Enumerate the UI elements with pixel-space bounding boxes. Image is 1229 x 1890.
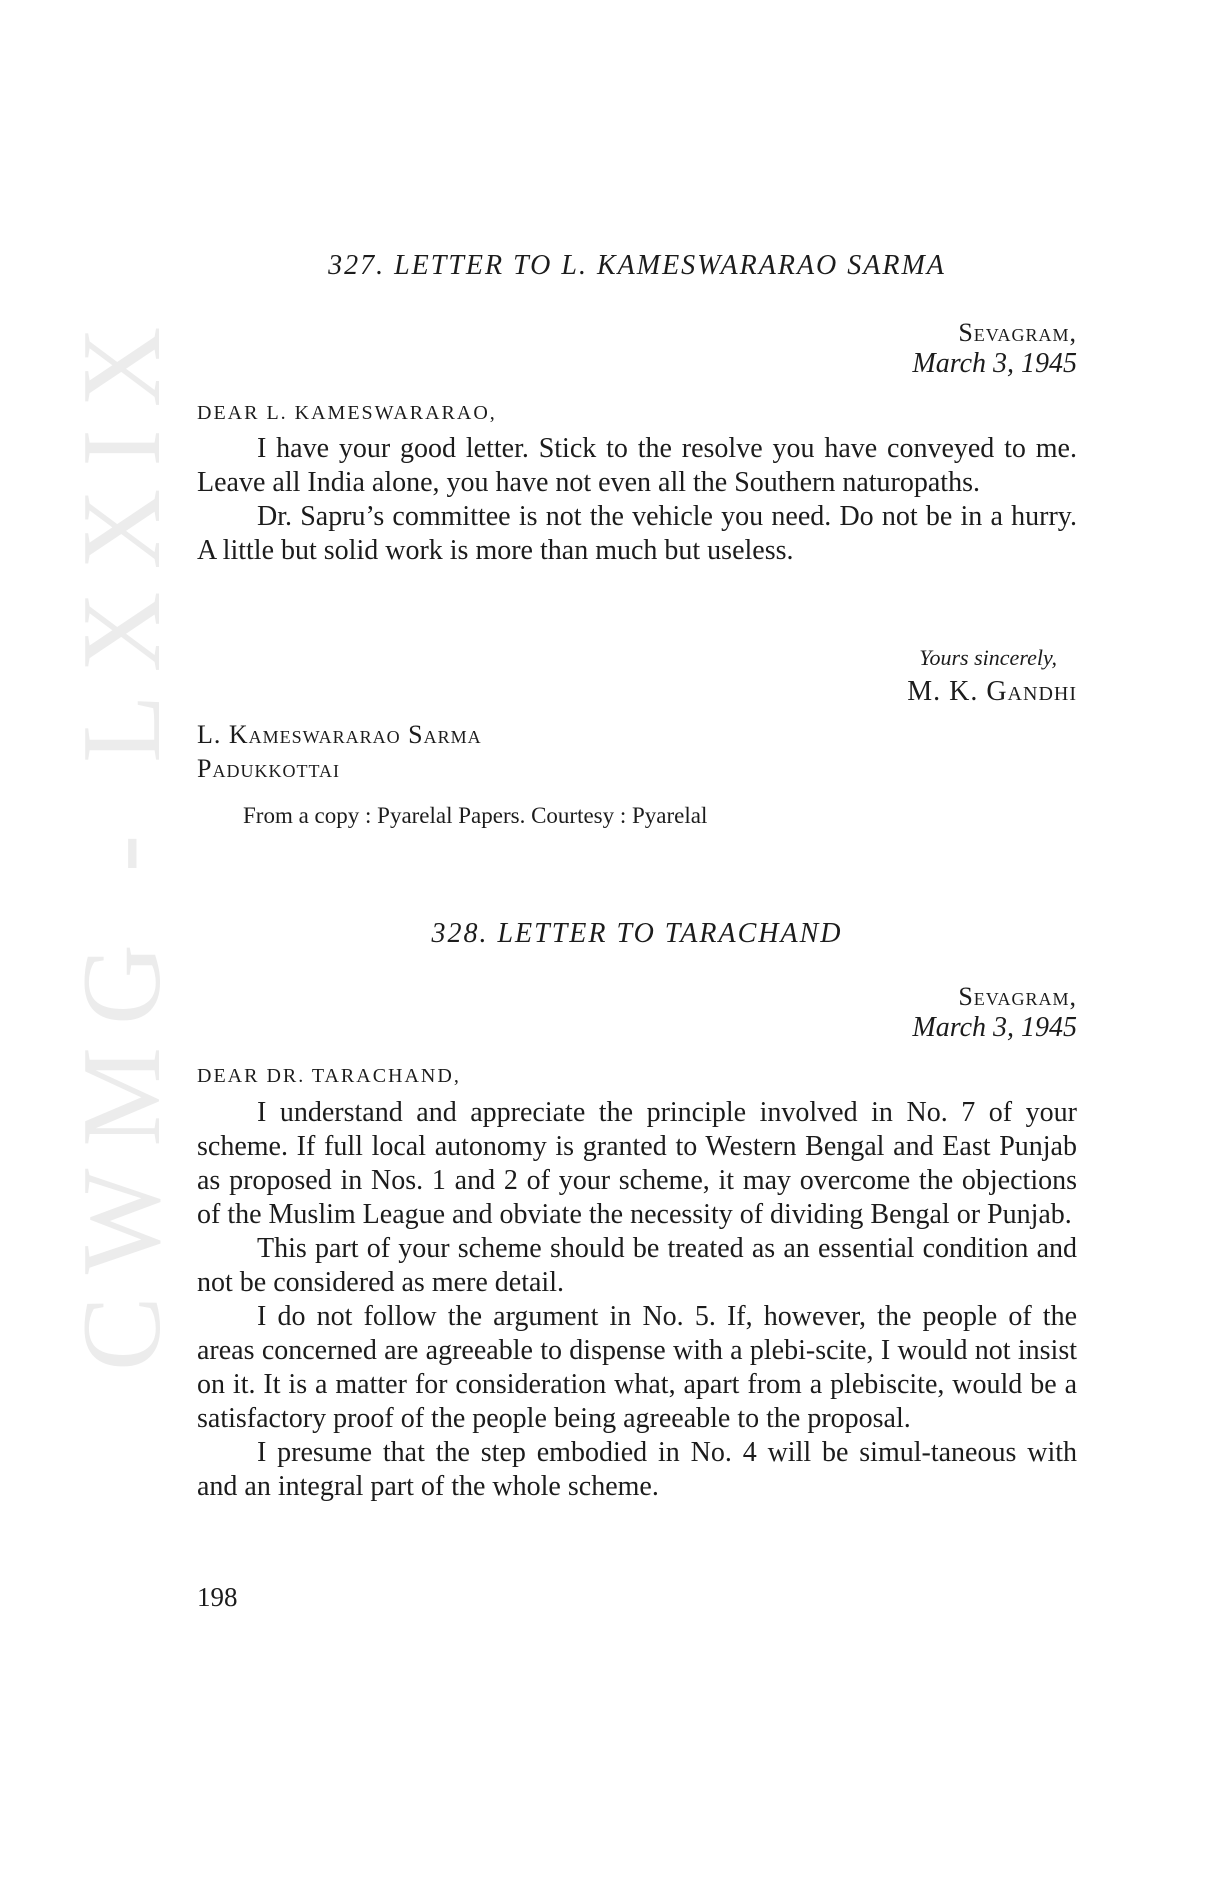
letter-paragraph: I understand and appreciate the principle involved in No. 7 of your scheme. If full local autonomy is granted to Western Bengal and East Punjab as proposed in Nos. 1 and 2 of your scheme, it may overcome the objections of the Muslim League and obviate the necessity of dividing Bengal or Punjab. <box>197 1097 1077 1230</box>
letter-title: 327. LETTER TO L. KAMESWARARAO SARMA <box>328 250 946 281</box>
letter-paragraph: This part of your scheme should be treated as an essential condition and not be considered as mere detail. <box>197 1233 1077 1298</box>
addressee-name: L. Kameswararao Sarma <box>197 720 482 749</box>
letter-place: Sevagram, <box>958 318 1077 347</box>
letter-paragraph: I have your good letter. Stick to the resolve you have conveyed to me. Leave all India alone, you have not even all the Southern naturopaths. <box>197 433 1077 498</box>
letter-place: Sevagram, <box>958 982 1077 1011</box>
page-number: 198 <box>197 1582 238 1612</box>
addressee-place: Padukkottai <box>197 754 340 783</box>
letter-salutation: DEAR DR. TARACHAND, <box>197 1065 461 1087</box>
letter-paragraph: Dr. Sapru’s committee is not the vehicle you need. Do not be in a hurry. A little but solid work is more than much but useless. <box>197 501 1077 566</box>
letter-body <box>197 432 1077 568</box>
letter-signature: M. K. Gandhi <box>907 676 1077 707</box>
source-note: From a copy : Pyarelal Papers. Courtesy : Pyarelal <box>243 803 708 828</box>
watermark: CWMG - LXXIX <box>60 304 184 1371</box>
letter-body <box>197 1096 1077 1504</box>
letter-paragraph: I presume that the step embodied in No. 4 will be simul-taneous with and an integral part of the whole scheme. <box>197 1437 1077 1502</box>
letter-paragraph: I do not follow the argument in No. 5. If, however, the people of the areas concerned are agreeable to dispense with a plebi-scite, I would not insist on it. It is a matter for consideration what, apart from a plebiscite, would be a satisfactory proof of the people being agreeable to the proposal. <box>197 1301 1077 1434</box>
letter-date: March 3, 1945 <box>912 348 1077 379</box>
letter-date: March 3, 1945 <box>912 1012 1077 1043</box>
letter-closing: Yours sincerely, <box>919 645 1057 670</box>
letter-title: 328. LETTER TO TARACHAND <box>431 918 843 949</box>
letter-salutation: DEAR L. KAMESWARARAO, <box>197 402 497 424</box>
